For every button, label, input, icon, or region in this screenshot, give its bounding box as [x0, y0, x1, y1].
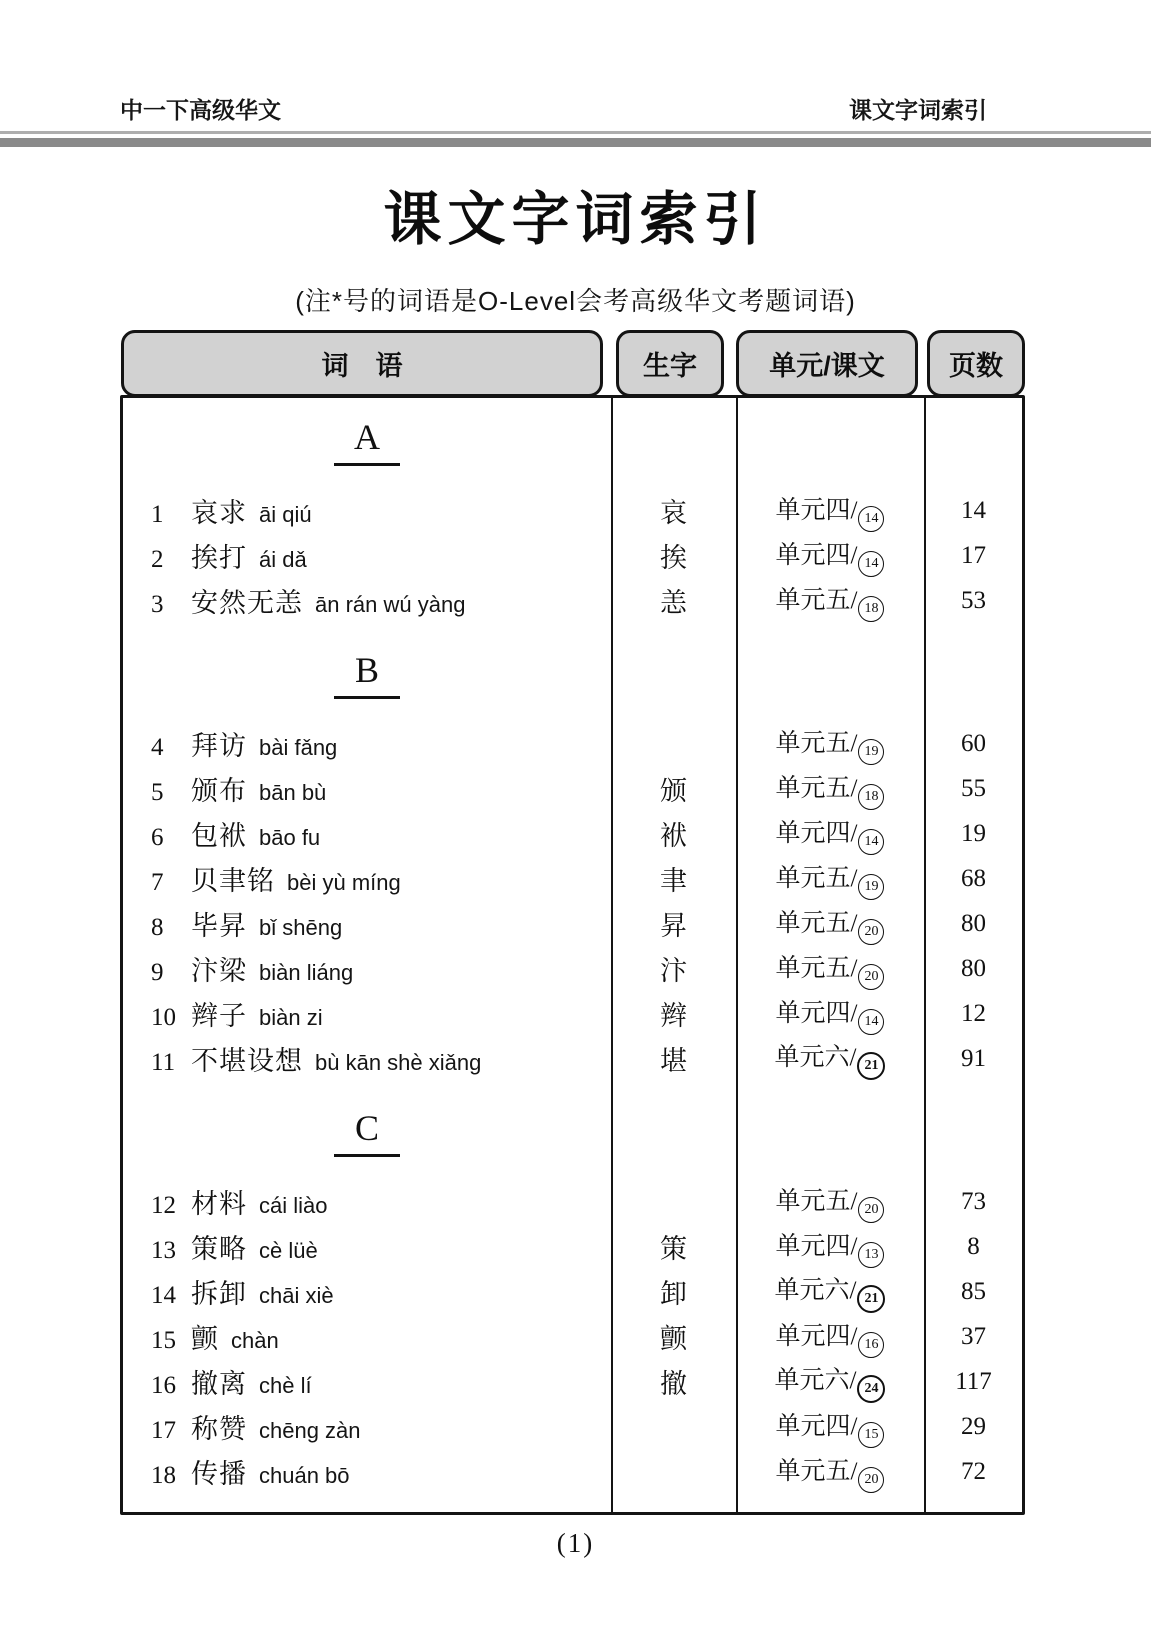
- circled-lesson-number: 20: [858, 1197, 884, 1223]
- page-number-cell: 91: [961, 1044, 986, 1072]
- word-cell: [123, 949, 611, 988]
- new-char-cell: 恙: [660, 588, 687, 618]
- row-pinyin: bài fǎng: [259, 735, 338, 760]
- row-pinyin: biàn zi: [259, 1005, 323, 1030]
- page-number-cell: 80: [961, 954, 986, 982]
- row-number: 13: [151, 1237, 176, 1264]
- row-pinyin: bāo fu: [259, 825, 321, 850]
- running-header: [120, 92, 987, 125]
- new-char-cell: 汴: [660, 956, 687, 986]
- section-letter: C: [334, 1107, 400, 1157]
- page-number-cell: 80: [961, 909, 986, 937]
- new-char-cell: 聿: [660, 866, 687, 896]
- row-word: 撤离: [191, 1369, 247, 1399]
- circled-lesson-number: 19: [858, 739, 884, 765]
- row-number: 17: [151, 1417, 176, 1444]
- header-rule-thick: [0, 138, 1151, 147]
- row-pinyin: āi qiú: [259, 502, 312, 527]
- running-header-right: 课文字词索引: [849, 97, 987, 123]
- running-header-left: 中一下高级华文: [120, 97, 281, 123]
- page-number-cell: 37: [961, 1322, 986, 1350]
- unit-text: 单元四/: [775, 541, 858, 569]
- word-cell: [123, 724, 611, 763]
- unit-text: 单元五/: [775, 729, 858, 757]
- page-number-cell: 55: [961, 774, 986, 802]
- column-header-word: 词 语: [121, 330, 603, 397]
- unit-text: 单元四/: [775, 1412, 858, 1440]
- row-number: 9: [151, 959, 164, 986]
- word-cell: [123, 814, 611, 853]
- word-cell: [123, 1317, 611, 1356]
- unit-text: 单元四/: [775, 819, 858, 847]
- unit-lesson-cell: [736, 903, 924, 945]
- row-number: 8: [151, 914, 164, 941]
- table-row: [123, 811, 1022, 856]
- page-number-cell: 53: [961, 586, 986, 614]
- section-header: [123, 1107, 611, 1169]
- table-row: [123, 488, 1022, 533]
- unit-lesson-cell: [736, 1360, 924, 1403]
- unit-lesson-cell: [736, 948, 924, 990]
- header-rule-thin: [0, 131, 1151, 134]
- table-row: [123, 901, 1022, 946]
- table-row: [123, 766, 1022, 811]
- word-cell: [123, 1182, 611, 1221]
- unit-lesson-cell: [736, 1181, 924, 1223]
- circled-lesson-number: 21: [857, 1285, 885, 1313]
- row-word: 颁布: [191, 776, 247, 806]
- word-cell: [123, 859, 611, 898]
- section-letter: A: [334, 416, 400, 466]
- row-number: 6: [151, 824, 164, 851]
- unit-lesson-cell: [736, 1406, 924, 1448]
- unit-text: 单元五/: [775, 864, 858, 892]
- row-pinyin: chè lí: [259, 1373, 312, 1398]
- circled-lesson-number: 15: [858, 1422, 884, 1448]
- new-char-cell: 哀: [660, 498, 687, 528]
- row-pinyin: ān rán wú yàng: [315, 592, 466, 617]
- section-letter: B: [334, 649, 400, 699]
- page-number-cell: 72: [961, 1457, 986, 1485]
- column-header-unit-lesson: 单元/课文: [736, 330, 918, 397]
- unit-lesson-cell: [736, 490, 924, 532]
- table-row: [123, 1404, 1022, 1449]
- row-word: 贝聿铭: [191, 866, 275, 896]
- word-cell: [123, 1272, 611, 1311]
- new-char-cell: 昇: [660, 911, 687, 941]
- unit-lesson-cell: [736, 1037, 924, 1080]
- row-word: 挨打: [191, 543, 247, 573]
- unit-text: 单元六/: [774, 1277, 857, 1304]
- row-word: 哀求: [191, 498, 247, 528]
- row-word: 材料: [191, 1189, 247, 1219]
- page-number-cell: 14: [961, 496, 986, 524]
- column-divider: [924, 398, 926, 1512]
- table-row: [123, 1314, 1022, 1359]
- circled-lesson-number: 20: [858, 964, 884, 990]
- circled-lesson-number: 18: [858, 784, 884, 810]
- circled-lesson-number: 24: [857, 1375, 885, 1403]
- word-cell: [123, 994, 611, 1033]
- column-header-page: 页数: [927, 330, 1025, 397]
- word-cell: [123, 1227, 611, 1266]
- table-row: [123, 533, 1022, 578]
- unit-lesson-cell: [736, 1270, 924, 1313]
- unit-text: 单元四/: [775, 1322, 858, 1350]
- row-word: 拆卸: [191, 1279, 247, 1309]
- row-word: 传播: [191, 1459, 247, 1489]
- row-pinyin: bèi yù míng: [287, 870, 401, 895]
- word-cell: [123, 1039, 611, 1078]
- unit-lesson-cell: [736, 1226, 924, 1268]
- row-pinyin: bān bù: [259, 780, 327, 805]
- word-cell: [123, 1407, 611, 1446]
- word-cell: [123, 1362, 611, 1401]
- circled-lesson-number: 14: [858, 506, 884, 532]
- circled-lesson-number: 20: [858, 1467, 884, 1493]
- unit-text: 单元四/: [775, 1232, 858, 1260]
- new-char-cell: 挨: [660, 543, 687, 573]
- unit-lesson-cell: [736, 580, 924, 622]
- table-row: [123, 721, 1022, 766]
- unit-lesson-cell: [736, 813, 924, 855]
- row-pinyin: bù kān shè xiǎng: [315, 1050, 482, 1075]
- word-cell: [123, 904, 611, 943]
- row-pinyin: bǐ shēng: [259, 915, 343, 940]
- unit-lesson-cell: [736, 535, 924, 577]
- row-number: 10: [151, 1004, 176, 1031]
- row-pinyin: chuán bō: [259, 1463, 350, 1488]
- table-row: [123, 991, 1022, 1036]
- circled-lesson-number: 19: [858, 874, 884, 900]
- circled-lesson-number: 20: [858, 919, 884, 945]
- circled-lesson-number: 14: [858, 1009, 884, 1035]
- row-number: 11: [151, 1049, 176, 1076]
- row-word: 安然无恙: [191, 588, 303, 618]
- unit-text: 单元四/: [775, 999, 858, 1027]
- row-word: 拜访: [191, 731, 247, 761]
- row-number: 18: [151, 1462, 176, 1489]
- new-char-cell: 堪: [660, 1046, 687, 1076]
- new-char-cell: 卸: [660, 1279, 687, 1309]
- new-char-cell: 辫: [660, 1001, 687, 1031]
- row-word: 毕昇: [191, 911, 247, 941]
- row-number: 1: [151, 501, 164, 528]
- unit-text: 单元六/: [774, 1044, 857, 1071]
- word-cell: [123, 581, 611, 620]
- unit-lesson-cell: [736, 723, 924, 765]
- row-number: 12: [151, 1192, 176, 1219]
- unit-text: 单元五/: [775, 1457, 858, 1485]
- row-word: 包袱: [191, 821, 247, 851]
- row-word: 辫子: [191, 1001, 247, 1031]
- unit-text: 单元六/: [774, 1367, 857, 1394]
- section-header: [123, 416, 611, 478]
- word-cell: [123, 1452, 611, 1491]
- unit-lesson-cell: [736, 1316, 924, 1358]
- word-cell: [123, 536, 611, 575]
- table-row: [123, 578, 1022, 623]
- column-divider: [736, 398, 738, 1512]
- row-number: 4: [151, 734, 164, 761]
- new-char-cell: 策: [660, 1234, 687, 1264]
- row-pinyin: cè lüè: [259, 1238, 318, 1263]
- page-title: 课文字词索引: [383, 187, 768, 252]
- row-number: 5: [151, 779, 164, 806]
- circled-lesson-number: 13: [858, 1242, 884, 1268]
- circled-lesson-number: 14: [858, 551, 884, 577]
- table-row: [123, 946, 1022, 991]
- row-pinyin: chàn: [231, 1328, 279, 1353]
- circled-lesson-number: 16: [858, 1332, 884, 1358]
- circled-lesson-number: 21: [857, 1052, 885, 1080]
- unit-text: 单元五/: [775, 1187, 858, 1215]
- new-char-cell: 颁: [660, 776, 687, 806]
- section-header: [123, 649, 611, 711]
- column-header-new-char: 生字: [616, 330, 724, 397]
- unit-text: 单元五/: [775, 774, 858, 802]
- page-number: (1): [556, 1528, 595, 1558]
- row-word: 策略: [191, 1234, 247, 1264]
- row-word: 颤: [191, 1324, 219, 1354]
- circled-lesson-number: 14: [858, 829, 884, 855]
- row-word: 汴梁: [191, 956, 247, 986]
- page-number-cell: 29: [961, 1412, 986, 1440]
- row-pinyin: cái liào: [259, 1193, 328, 1218]
- row-pinyin: ái dǎ: [259, 547, 307, 572]
- circled-lesson-number: 18: [858, 596, 884, 622]
- page-number-cell: 73: [961, 1187, 986, 1215]
- table-row: [123, 1179, 1022, 1224]
- table-row: [123, 1359, 1022, 1404]
- unit-text: 单元五/: [775, 586, 858, 614]
- row-number: 15: [151, 1327, 176, 1354]
- row-word: 称赞: [191, 1414, 247, 1444]
- unit-text: 单元五/: [775, 954, 858, 982]
- word-cell: [123, 769, 611, 808]
- row-pinyin: chēng zàn: [259, 1418, 361, 1443]
- row-number: 3: [151, 591, 164, 618]
- row-word: 不堪设想: [191, 1046, 303, 1076]
- unit-lesson-cell: [736, 993, 924, 1035]
- unit-text: 单元四/: [775, 496, 858, 524]
- page-number-cell: 85: [961, 1277, 986, 1305]
- unit-lesson-cell: [736, 858, 924, 900]
- table-body: [120, 395, 1025, 1515]
- table-row: [123, 1449, 1022, 1494]
- row-number: 2: [151, 546, 164, 573]
- note-line: (注*号的词语是O-Level会考高级华文考题词语): [295, 286, 856, 316]
- table-rows-container: [123, 416, 1022, 1494]
- page-number-cell: 117: [955, 1367, 992, 1395]
- row-number: 7: [151, 869, 164, 896]
- page-number-cell: 19: [961, 819, 986, 847]
- row-pinyin: biàn liáng: [259, 960, 354, 985]
- row-number: 14: [151, 1282, 176, 1309]
- word-cell: [123, 491, 611, 530]
- unit-text: 单元五/: [775, 909, 858, 937]
- table-row: [123, 856, 1022, 901]
- page-number-cell: 60: [961, 729, 986, 757]
- row-pinyin: chāi xiè: [259, 1283, 334, 1308]
- page-number-cell: 12: [961, 999, 986, 1027]
- unit-lesson-cell: [736, 1451, 924, 1493]
- page-number-cell: 8: [967, 1232, 980, 1260]
- column-divider: [611, 398, 613, 1512]
- table-row: [123, 1224, 1022, 1269]
- page-number-cell: 17: [961, 541, 986, 569]
- new-char-cell: 颤: [660, 1324, 687, 1354]
- row-number: 16: [151, 1372, 176, 1399]
- page-number-cell: 68: [961, 864, 986, 892]
- unit-lesson-cell: [736, 768, 924, 810]
- table-row: [123, 1269, 1022, 1314]
- new-char-cell: 撤: [660, 1369, 687, 1399]
- table-row: [123, 1036, 1022, 1081]
- new-char-cell: 袱: [660, 821, 687, 851]
